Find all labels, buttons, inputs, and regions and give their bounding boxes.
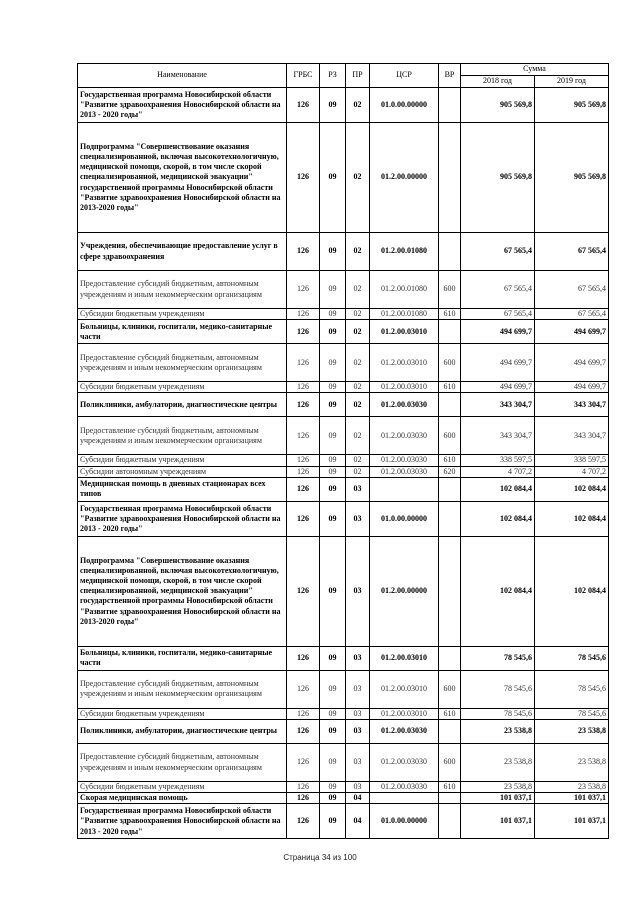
row-sum-2019: 4 707,2: [535, 466, 609, 477]
row-vr: 610: [439, 382, 461, 393]
row-sum-2019: 67 565,4: [535, 309, 609, 320]
row-grbs: 126: [287, 123, 320, 233]
row-vr: [439, 123, 461, 233]
row-name: Государственная программа Новосибирской области "Развитие здравоохранения Новосибирской области на 2013 - 2020 годы": [78, 501, 287, 536]
row-sum-2019: 102 084,4: [535, 536, 609, 646]
row-csr: 01.2.00.00000: [370, 123, 439, 233]
row-sum-2019: 905 569,8: [535, 88, 609, 123]
table-row: [78, 782, 609, 793]
row-sum-2018: 905 569,8: [461, 88, 535, 123]
row-csr: [370, 477, 439, 501]
row-name: Государственная программа Новосибирской области "Развитие здравоохранения Новосибирской области на 2013 - 2020 годы": [78, 88, 287, 123]
row-sum-2018: 67 565,4: [461, 233, 535, 271]
row-name: Больницы, клиники, госпитали, медико-санитарные части: [78, 646, 287, 670]
header-grbs: ГРБС: [287, 64, 320, 88]
row-rz: 09: [320, 804, 346, 839]
table-row: [78, 123, 609, 233]
table-row: [78, 477, 609, 501]
table-row: [78, 344, 609, 382]
row-rz: 09: [320, 417, 346, 455]
row-sum-2019: 102 084,4: [535, 477, 609, 501]
row-sum-2019: 23 538,8: [535, 782, 609, 793]
header-name: Наименование: [78, 64, 287, 88]
row-csr: 01.2.00.03030: [370, 720, 439, 744]
row-rz: 09: [320, 536, 346, 646]
row-sum-2018: 102 084,4: [461, 501, 535, 536]
table-row: [78, 804, 609, 839]
row-csr: 01.2.00.03010: [370, 344, 439, 382]
row-name: Предоставление субсидий бюджетным, автономным учреждениям и иным некоммерческим организациям: [78, 417, 287, 455]
row-grbs: 126: [287, 88, 320, 123]
header-rz: РЗ: [320, 64, 346, 88]
row-sum-2019: 67 565,4: [535, 271, 609, 309]
row-rz: 09: [320, 501, 346, 536]
row-name: Поликлиники, амбулатории, диагностические центры: [78, 393, 287, 417]
row-name: Подпрограмма "Совершенствование оказания специализированной, включая высокотехнологичную, медицинской помощи, скорой, в том числе скорой специализированной, медицинской эвакуации" государственной программы Новосибирской области "Развитие здравоохранения Новосибирской области на 2013-2020 годы": [78, 123, 287, 233]
row-sum-2019: 905 569,8: [535, 123, 609, 233]
row-pr: 02: [346, 233, 370, 271]
row-pr: 02: [346, 271, 370, 309]
row-sum-2018: 23 538,8: [461, 782, 535, 793]
row-sum-2018: 101 037,1: [461, 804, 535, 839]
row-grbs: 126: [287, 271, 320, 309]
row-csr: 01.2.00.03030: [370, 417, 439, 455]
row-rz: 09: [320, 309, 346, 320]
row-pr: 02: [346, 466, 370, 477]
row-sum-2018: 67 565,4: [461, 271, 535, 309]
row-grbs: 126: [287, 393, 320, 417]
row-rz: 09: [320, 744, 346, 782]
row-vr: 620: [439, 466, 461, 477]
table-row: [78, 393, 609, 417]
row-sum-2019: 494 699,7: [535, 382, 609, 393]
table-header: [78, 64, 609, 88]
row-csr: 01.0.00.00000: [370, 804, 439, 839]
row-sum-2018: 343 304,7: [461, 417, 535, 455]
row-grbs: 126: [287, 720, 320, 744]
table-row: [78, 320, 609, 344]
table-row: [78, 501, 609, 536]
row-grbs: 126: [287, 455, 320, 466]
row-csr: 01.0.00.00000: [370, 501, 439, 536]
row-rz: 09: [320, 233, 346, 271]
row-vr: [439, 477, 461, 501]
table-row: [78, 744, 609, 782]
row-pr: 04: [346, 793, 370, 804]
header-pr: ПР: [346, 64, 370, 88]
row-grbs: 126: [287, 320, 320, 344]
row-name: Субсидии бюджетным учреждениям: [78, 708, 287, 719]
row-csr: 01.2.00.03030: [370, 744, 439, 782]
row-vr: [439, 233, 461, 271]
row-pr: 04: [346, 804, 370, 839]
row-csr: 01.2.00.01080: [370, 309, 439, 320]
row-sum-2018: 78 545,6: [461, 646, 535, 670]
row-rz: 09: [320, 670, 346, 708]
row-sum-2018: 78 545,6: [461, 670, 535, 708]
row-pr: 03: [346, 501, 370, 536]
row-rz: 09: [320, 720, 346, 744]
row-grbs: 126: [287, 309, 320, 320]
row-vr: 600: [439, 744, 461, 782]
row-grbs: 126: [287, 708, 320, 719]
row-sum-2018: 4 707,2: [461, 466, 535, 477]
table-row: [78, 382, 609, 393]
row-sum-2019: 101 037,1: [535, 804, 609, 839]
row-name: Субсидии бюджетным учреждениям: [78, 309, 287, 320]
row-csr: 01.2.00.03030: [370, 455, 439, 466]
row-rz: 09: [320, 646, 346, 670]
row-grbs: 126: [287, 670, 320, 708]
budget-table: [77, 63, 609, 839]
row-grbs: 126: [287, 793, 320, 804]
row-sum-2018: 102 084,4: [461, 536, 535, 646]
row-name: Предоставление субсидий бюджетным, автономным учреждениям и иным некоммерческим организациям: [78, 271, 287, 309]
row-vr: 600: [439, 670, 461, 708]
row-csr: 01.2.00.03030: [370, 782, 439, 793]
row-grbs: 126: [287, 477, 320, 501]
row-name: Учреждения, обеспечивающие предоставление услуг в сфере здравоохранения: [78, 233, 287, 271]
row-vr: [439, 320, 461, 344]
row-sum-2019: 23 538,8: [535, 744, 609, 782]
row-pr: 03: [346, 477, 370, 501]
row-grbs: 126: [287, 417, 320, 455]
row-name: Предоставление субсидий бюджетным, автономным учреждениям и иным некоммерческим организациям: [78, 744, 287, 782]
header-csr: ЦСР: [370, 64, 439, 88]
row-name: Субсидии автономным учреждениям: [78, 466, 287, 477]
row-name: Субсидии бюджетным учреждениям: [78, 382, 287, 393]
row-pr: 02: [346, 123, 370, 233]
row-sum-2019: 78 545,6: [535, 708, 609, 719]
row-rz: 09: [320, 782, 346, 793]
row-csr: [370, 793, 439, 804]
row-rz: 09: [320, 344, 346, 382]
header-2018: 2018 год: [461, 76, 535, 88]
page-number: Страница 34 из 100: [283, 853, 357, 862]
row-vr: [439, 536, 461, 646]
row-name: Государственная программа Новосибирской области "Развитие здравоохранения Новосибирской области на 2013 - 2020 годы": [78, 804, 287, 839]
row-grbs: 126: [287, 782, 320, 793]
row-rz: 09: [320, 88, 346, 123]
row-name: Субсидии бюджетным учреждениям: [78, 455, 287, 466]
row-pr: 02: [346, 393, 370, 417]
row-name: Медицинская помощь в дневных стационарах всех типов: [78, 477, 287, 501]
row-pr: 02: [346, 320, 370, 344]
row-vr: 600: [439, 344, 461, 382]
row-vr: 610: [439, 708, 461, 719]
row-csr: 01.2.00.01080: [370, 271, 439, 309]
row-pr: 03: [346, 708, 370, 719]
row-pr: 03: [346, 744, 370, 782]
row-csr: 01.2.00.03010: [370, 382, 439, 393]
row-vr: 600: [439, 417, 461, 455]
row-sum-2018: 23 538,8: [461, 720, 535, 744]
table-row: [78, 455, 609, 466]
row-vr: 610: [439, 455, 461, 466]
row-pr: 02: [346, 309, 370, 320]
row-name: Подпрограмма "Совершенствование оказания специализированной, включая высокотехнологичную, медицинской помощи, скорой, в том числе скорой специализированной, медицинской эвакуации" государственной программы Новосибирской области "Развитие здравоохранения Новосибирской области на 2013-2020 годы": [78, 536, 287, 646]
row-csr: 01.2.00.01080: [370, 233, 439, 271]
table-row: [78, 88, 609, 123]
table-row: [78, 536, 609, 646]
row-sum-2019: 78 545,6: [535, 670, 609, 708]
row-name: Больницы, клиники, госпитали, медико-санитарные части: [78, 320, 287, 344]
row-rz: 09: [320, 393, 346, 417]
row-rz: 09: [320, 477, 346, 501]
row-pr: 03: [346, 536, 370, 646]
row-sum-2018: 494 699,7: [461, 382, 535, 393]
row-name: Поликлиники, амбулатории, диагностические центры: [78, 720, 287, 744]
row-rz: 09: [320, 271, 346, 309]
row-pr: 02: [346, 382, 370, 393]
table-row: [78, 233, 609, 271]
row-name: Скорая медицинская помощь: [78, 793, 287, 804]
row-pr: 02: [346, 417, 370, 455]
row-name: Предоставление субсидий бюджетным, автономным учреждениям и иным некоммерческим организациям: [78, 670, 287, 708]
row-sum-2019: 343 304,7: [535, 417, 609, 455]
row-grbs: 126: [287, 744, 320, 782]
row-vr: [439, 501, 461, 536]
row-pr: 03: [346, 670, 370, 708]
row-sum-2018: 102 084,4: [461, 477, 535, 501]
row-rz: 09: [320, 466, 346, 477]
row-sum-2018: 78 545,6: [461, 708, 535, 719]
table-row: [78, 271, 609, 309]
row-grbs: 126: [287, 344, 320, 382]
row-sum-2018: 905 569,8: [461, 123, 535, 233]
row-grbs: 126: [287, 646, 320, 670]
row-name: Субсидии бюджетным учреждениям: [78, 782, 287, 793]
row-sum-2019: 78 545,6: [535, 646, 609, 670]
row-sum-2019: 102 084,4: [535, 501, 609, 536]
row-csr: 01.2.00.03010: [370, 670, 439, 708]
row-sum-2019: 343 304,7: [535, 393, 609, 417]
row-sum-2018: 338 597,5: [461, 455, 535, 466]
table-row: [78, 708, 609, 719]
row-vr: 610: [439, 309, 461, 320]
row-vr: 610: [439, 782, 461, 793]
row-grbs: 126: [287, 536, 320, 646]
row-rz: 09: [320, 708, 346, 719]
row-rz: 09: [320, 382, 346, 393]
row-vr: [439, 793, 461, 804]
table-row: [78, 466, 609, 477]
row-csr: 01.0.00.00000: [370, 88, 439, 123]
row-vr: [439, 804, 461, 839]
header-vr: ВР: [439, 64, 461, 88]
row-rz: 09: [320, 320, 346, 344]
table-row: [78, 646, 609, 670]
row-sum-2019: 338 597,5: [535, 455, 609, 466]
row-csr: 01.2.00.00000: [370, 536, 439, 646]
row-grbs: 126: [287, 233, 320, 271]
row-grbs: 126: [287, 804, 320, 839]
table-body: [78, 88, 609, 839]
row-sum-2018: 23 538,8: [461, 744, 535, 782]
row-sum-2019: 494 699,7: [535, 320, 609, 344]
row-rz: 09: [320, 123, 346, 233]
row-name: Предоставление субсидий бюджетным, автономным учреждениям и иным некоммерческим организациям: [78, 344, 287, 382]
table-row: [78, 793, 609, 804]
header-sum: Сумма: [461, 64, 609, 76]
row-rz: 09: [320, 793, 346, 804]
row-rz: 09: [320, 455, 346, 466]
row-vr: [439, 393, 461, 417]
row-csr: 01.2.00.03010: [370, 708, 439, 719]
row-vr: [439, 88, 461, 123]
row-sum-2019: 101 037,1: [535, 793, 609, 804]
row-pr: 03: [346, 646, 370, 670]
table-row: [78, 417, 609, 455]
row-csr: 01.2.00.03030: [370, 466, 439, 477]
row-pr: 03: [346, 782, 370, 793]
row-vr: 600: [439, 271, 461, 309]
row-grbs: 126: [287, 382, 320, 393]
row-csr: 01.2.00.03010: [370, 646, 439, 670]
row-grbs: 126: [287, 466, 320, 477]
row-csr: 01.2.00.03010: [370, 320, 439, 344]
row-pr: 02: [346, 88, 370, 123]
row-vr: [439, 646, 461, 670]
row-vr: [439, 720, 461, 744]
table-row: [78, 670, 609, 708]
row-pr: 02: [346, 455, 370, 466]
row-pr: 03: [346, 720, 370, 744]
table-row: [78, 309, 609, 320]
row-csr: 01.2.00.03030: [370, 393, 439, 417]
row-sum-2019: 494 699,7: [535, 344, 609, 382]
row-sum-2018: 101 037,1: [461, 793, 535, 804]
row-sum-2018: 343 304,7: [461, 393, 535, 417]
row-sum-2019: 67 565,4: [535, 233, 609, 271]
table-row: [78, 720, 609, 744]
row-sum-2018: 494 699,7: [461, 344, 535, 382]
row-sum-2018: 67 565,4: [461, 309, 535, 320]
row-sum-2019: 23 538,8: [535, 720, 609, 744]
row-sum-2018: 494 699,7: [461, 320, 535, 344]
header-2019: 2019 год: [535, 76, 609, 88]
row-grbs: 126: [287, 501, 320, 536]
row-pr: 02: [346, 344, 370, 382]
